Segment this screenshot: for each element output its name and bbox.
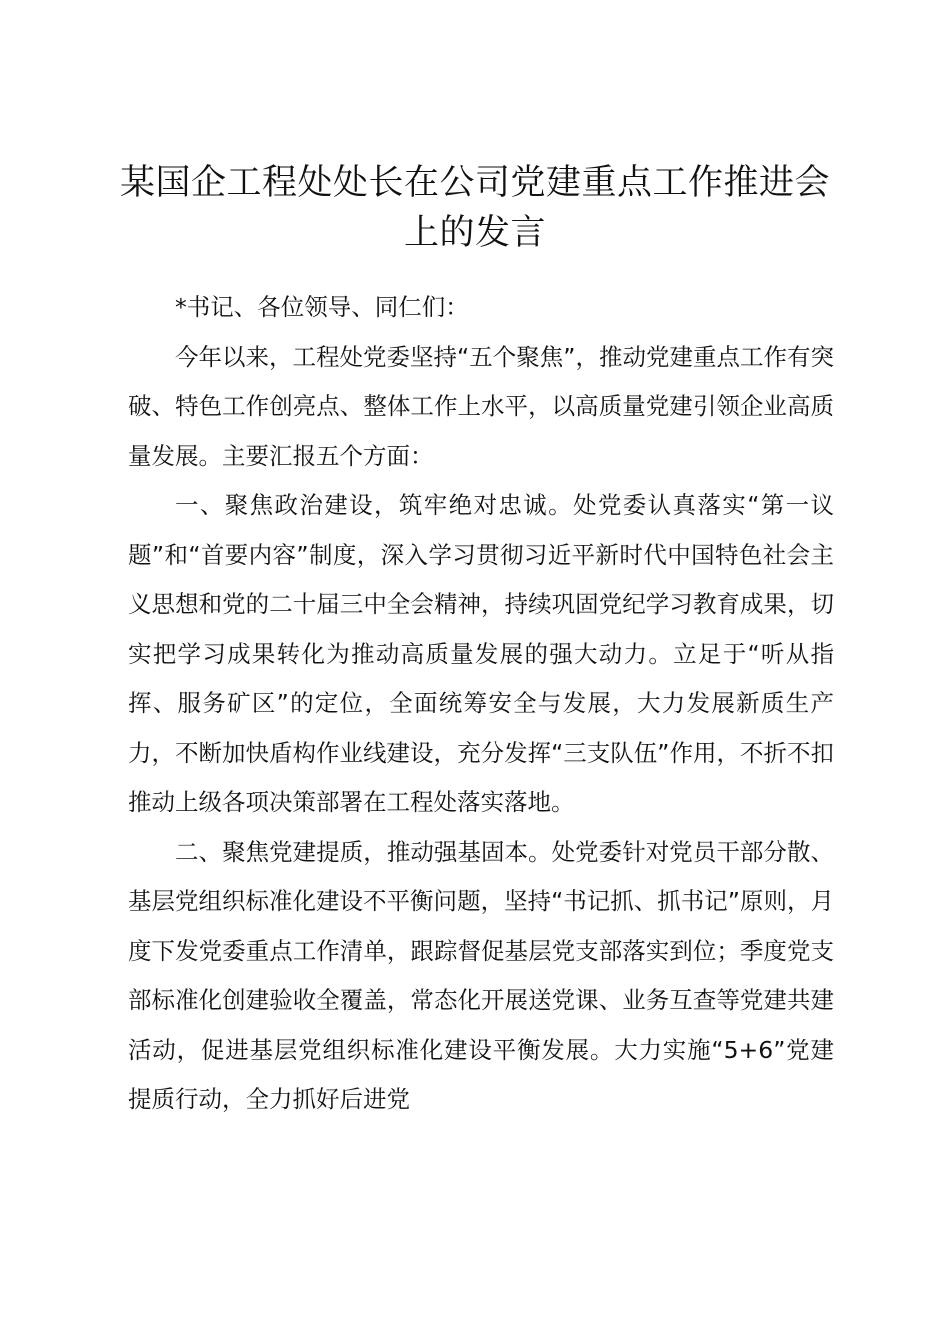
section-1-body: 处党委认真落实“第一议题”和“首要内容”制度，深入学习贯彻习近平新时代中国特色社会主义思想和党的二十届三中全会精神，持续巩固党纪学习教育成果，切实把学习成果转化为推动高质量发展的强大动力。立足于“听从指挥、服务矿区”的定位，全面统筹安全与发展，大力发展新质生产力，不断加快盾构作业线建设，充分发挥“三支队伍”作用，不折不扣推动上级各项决策部署在工程处落实落地。 <box>128 491 834 816</box>
section-2-body: 处党委针对党员干部分散、基层党组织标准化建设不平衡问题，坚持“书记抓、抓书记”原则，月度下发党委重点工作清单，跟踪督促基层党支部落实到位；季度党支部标准化创建验收全覆盖，常态化开展送党课、业务互查等党建共建活动，促进基层党组织标准化建设平衡发展。大力实施“5+6”党建提质行动，全力抓好后进党 <box>128 837 835 1113</box>
section-2-paragraph <box>128 828 834 1125</box>
document-body <box>128 283 834 1125</box>
document-title: 某国企工程处处长在公司党建重点工作推进会上的发言 <box>119 163 830 253</box>
section-1-paragraph <box>128 481 834 828</box>
section-1-heading: 一、聚焦政治建设，筑牢绝对忠诚。 <box>175 491 574 519</box>
salutation: *书记、各位领导、同仁们： <box>175 293 469 321</box>
section-2-heading: 二、聚焦党建提质，推动强基固本。 <box>175 837 552 866</box>
intro-paragraph: 今年以来，工程处党委坚持“五个聚焦”，推动党建重点工作有突破、特色工作创亮点、整体工作上水平，以高质量党建引领企业高质量发展。主要汇报五个方面： <box>128 342 834 470</box>
